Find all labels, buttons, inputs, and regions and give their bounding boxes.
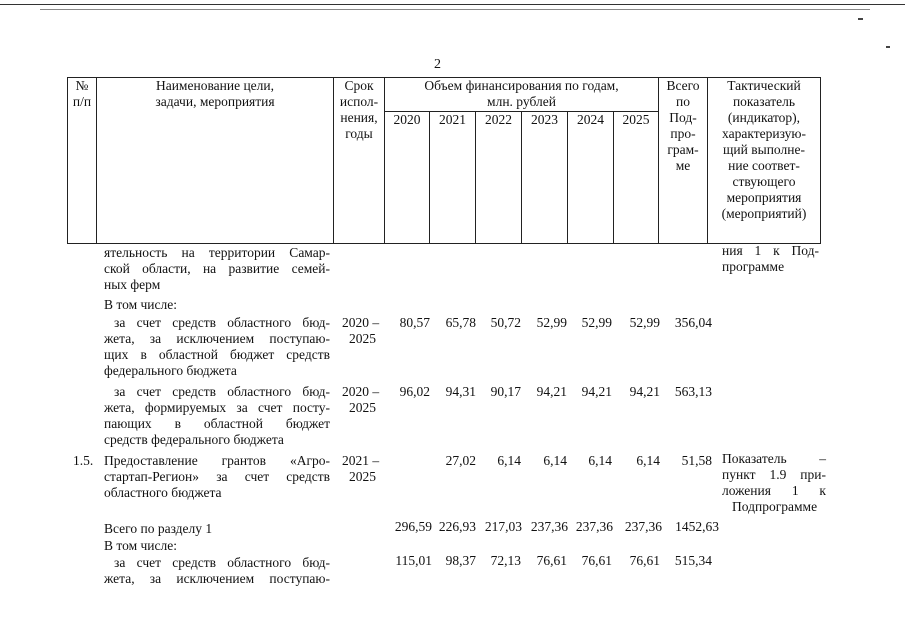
row-indicator: Подпрограмме	[732, 499, 818, 514]
row-value-2023: 237,36	[530, 519, 568, 534]
row-value-2022: 50,72	[490, 315, 521, 330]
header-year: 2021	[430, 112, 476, 244]
row-description: за счет средств областного бюд-	[114, 315, 330, 330]
header-year: 2024	[568, 112, 614, 244]
scan-speck	[886, 46, 890, 48]
row-number: 1.5.	[73, 453, 94, 468]
row-value-2024: 237,36	[575, 519, 613, 534]
row-term: 2020 –	[342, 384, 380, 399]
header-col-name: Наименование цели, задачи, мероприятия	[97, 78, 334, 244]
row-term: 2021 –	[342, 453, 380, 468]
row-value-2023: 76,61	[536, 553, 567, 568]
row-description: жета, формируемых за счет посту- пающих в областной бюджет средств федерального бюджета	[104, 400, 330, 447]
row-indicator: программе	[722, 259, 785, 274]
row-description: жета, за исключением поступаю-	[104, 571, 330, 586]
row-value-2025: 6,14	[636, 453, 660, 468]
page-number: 2	[434, 57, 441, 72]
header-col-term: Срок испол- нения, годы	[334, 78, 385, 244]
header-year: 2020	[385, 112, 430, 244]
row-total: 1452,63	[675, 519, 719, 534]
row-value-2021: 94,31	[445, 384, 476, 399]
row-description: В том числе:	[104, 297, 177, 312]
row-indicator: ложения 1 к	[722, 483, 826, 498]
row-total: 563,13	[674, 384, 712, 399]
row-value-2023: 52,99	[536, 315, 567, 330]
header-year: 2022	[476, 112, 522, 244]
row-indicator: Показатель –	[722, 451, 826, 466]
row-total: 356,04	[674, 315, 712, 330]
row-value-2025: 94,21	[629, 384, 660, 399]
row-value-2025: 76,61	[629, 553, 660, 568]
row-total: 51,58	[681, 453, 712, 468]
row-description: за счет средств областного бюд-	[114, 555, 330, 570]
scan-edge-line	[40, 9, 870, 10]
row-value-2020: 296,59	[394, 519, 432, 534]
row-term: 2020 –	[342, 315, 380, 330]
row-value-2020: 96,02	[399, 384, 430, 399]
row-value-2024: 94,21	[581, 384, 612, 399]
row-value-2020: 80,57	[399, 315, 430, 330]
row-description: Предоставление грантов «Агро- стартап-Регион» за счет средств областного бюджета	[104, 453, 330, 500]
table-header	[67, 77, 821, 244]
header-col-funding: Объем финансирования по годам, млн. рублей	[385, 78, 659, 112]
row-total: 515,34	[674, 553, 712, 568]
row-term: 2025	[349, 331, 376, 346]
row-description: за счет средств областного бюд-	[114, 384, 330, 399]
row-value-2025: 237,36	[624, 519, 662, 534]
row-value-2020: 115,01	[395, 553, 432, 568]
row-value-2021: 27,02	[445, 453, 476, 468]
row-description: ятельность на территории Самар- ской области, на развитие семей- ных ферм	[104, 245, 330, 292]
row-term: 2025	[349, 400, 376, 415]
row-indicator: ния 1 к Под-	[722, 243, 819, 258]
row-description: жета, за исключением поступаю- щих в областной бюджет средств федерального бюджета	[104, 331, 330, 378]
row-description: В том числе:	[104, 538, 177, 553]
header-col-number: № п/п	[68, 78, 97, 244]
row-value-2023: 94,21	[536, 384, 567, 399]
row-value-2022: 90,17	[490, 384, 521, 399]
header-col-total: Всего по Под- про- грам- ме	[659, 78, 708, 244]
row-value-2023: 6,14	[543, 453, 567, 468]
header-year: 2025	[614, 112, 659, 244]
row-value-2021: 98,37	[445, 553, 476, 568]
row-value-2025: 52,99	[629, 315, 660, 330]
row-value-2024: 6,14	[588, 453, 612, 468]
row-term: 2025	[349, 469, 376, 484]
row-value-2021: 226,93	[438, 519, 476, 534]
row-value-2022: 217,03	[484, 519, 522, 534]
row-value-2024: 76,61	[581, 553, 612, 568]
scan-speck	[858, 18, 863, 20]
row-value-2024: 52,99	[581, 315, 612, 330]
header-col-indicator: Тактический показатель (индикатор), характеризую- щий выполне- ние соответ- ствующего мероприятия (мероприятий)	[708, 78, 821, 244]
scan-edge-line	[0, 4, 905, 5]
row-description: Всего по разделу 1	[104, 521, 213, 536]
row-indicator: пункт 1.9 при-	[722, 467, 826, 482]
row-value-2022: 72,13	[490, 553, 521, 568]
header-year: 2023	[522, 112, 568, 244]
row-value-2022: 6,14	[497, 453, 521, 468]
row-value-2021: 65,78	[445, 315, 476, 330]
